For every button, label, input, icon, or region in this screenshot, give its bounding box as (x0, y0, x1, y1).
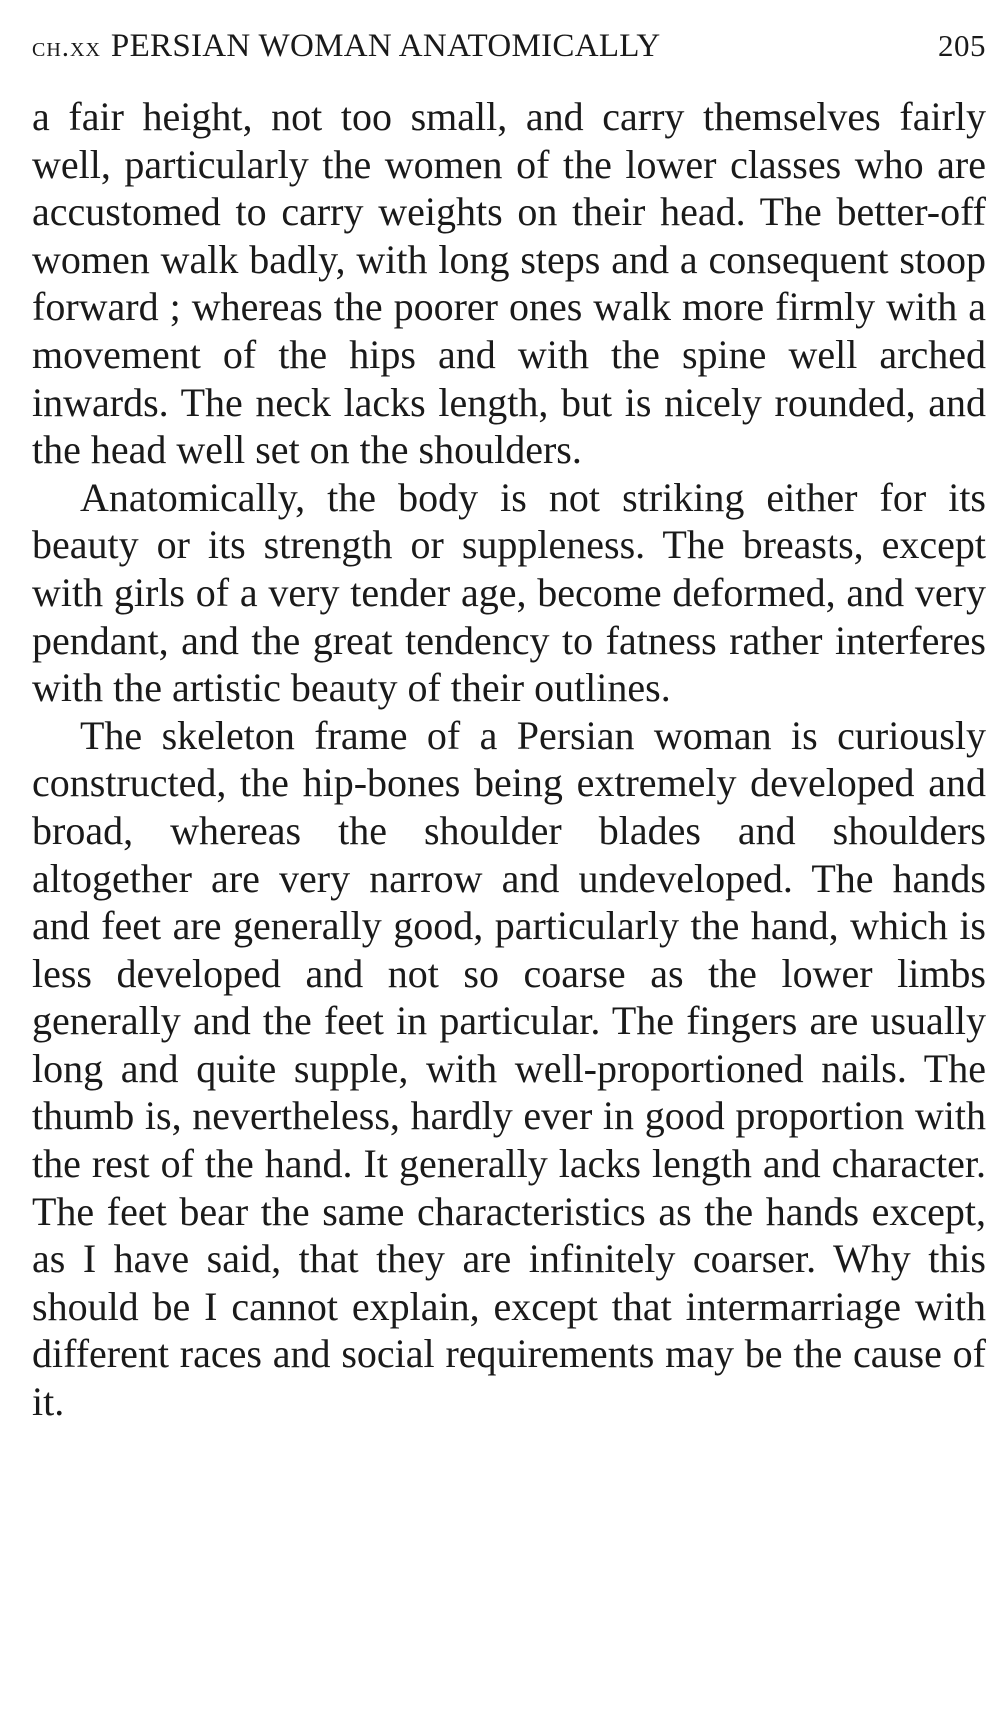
paragraph-2: Anatomically, the body is not striking either for its beauty or its strength or suppleness. The breasts, except with girls of a very tender age, become deformed, and very pendant, and the great tendency to fatness rather interferes with the artistic beauty of their outlines. (32, 474, 986, 711)
page-number: 205 (938, 28, 986, 63)
paragraph-3: The skeleton frame of a Persian woman is curiously constructed, the hip-bones being extremely developed and broad, whereas the shoulder blades and shoulders altogether are very narrow and undeveloped. The hands and feet are generally good, particularly the hand, which is less developed and not so coarse as the lower limbs generally and the feet in particular. The fingers are usually long and quite supple, with well-proportioned nails. The thumb is, nevertheless, hardly ever in good proportion with the rest of the hand. It generally lacks length and character. The feet bear the same characteristics as the hands except, as I have said, that they are infinitely coarser. Why this should be I cannot explain, except that intermarriage with different races and social requirements may be the cause of it. (32, 712, 986, 1425)
paragraph-1: a fair height, not too small, and carry themselves fairly well, particularly the women of the lower classes who are accustomed to carry weights on their head. The better-off women walk badly, with long steps and a consequent stoop forward ; whereas the poorer ones walk more firmly with a movement of the hips and with the spine well arched inwards. The neck lacks length, but is nicely rounded, and the head well set on the shoulders. (32, 94, 986, 473)
body-text (32, 93, 986, 1426)
book-page (32, 22, 986, 1426)
running-head (32, 22, 986, 71)
page-title: PERSIAN WOMAN ANATOMICALLY (110, 28, 661, 64)
chapter-label: ch.xx (32, 31, 101, 63)
